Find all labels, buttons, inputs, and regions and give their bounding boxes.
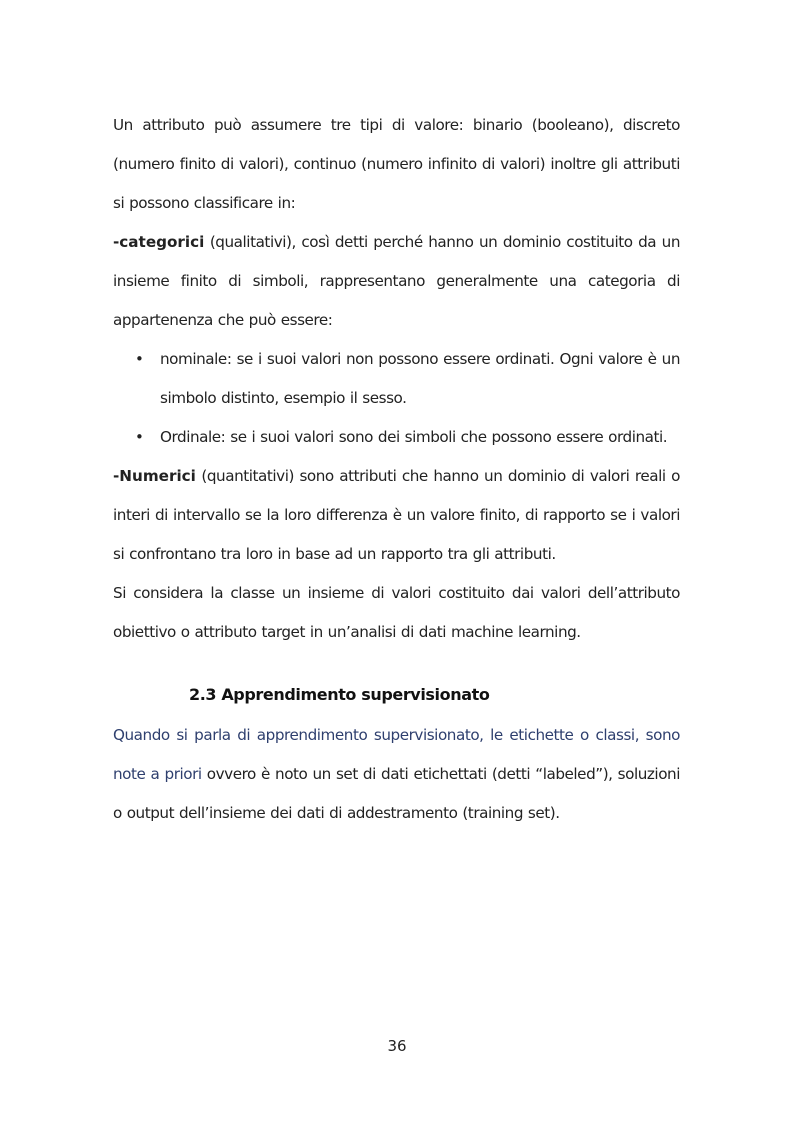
categorici-bullet-list	[113, 340, 680, 457]
classe-paragraph: Si considera la classe un insieme di valori costituito dai valori dell’attributo obiettivo o attributo target in un’analisi di dati machine learning.	[113, 584, 680, 641]
categorici-paragraph	[113, 223, 680, 340]
categorici-text: (qualitativi), così detti perché hanno un dominio costituito da un insieme finito di simboli, rappresentano generalmente una categoria di appartenenza che può essere:	[113, 233, 680, 329]
supervised-rest: ovvero è noto un set di dati etichettati (detti “labeled”), soluzioni o output dell’insieme dei dati di addestramento (training set).	[113, 765, 680, 822]
numerici-term: -Numerici	[113, 467, 196, 485]
supervised-paragraph	[113, 716, 680, 833]
supervised-paragraph-block	[113, 716, 680, 833]
categorici-term: -categorici	[113, 233, 205, 251]
numerici-text: (quantitativi) sono attributi che hanno un dominio di valori reali o interi di intervallo se la loro differenza è un valore finito, di rapporto se i valori si confrontano tra loro in base ad un rapporto tra gli attributi.	[113, 467, 680, 563]
bullet-ordinale: • Ordinale: se i suoi valori sono dei simboli che possono essere ordinati.	[113, 418, 680, 457]
supervised-highlight: Quando si parla di apprendimento supervisionato, le etichette o classi, sono note a priori	[113, 726, 680, 783]
section-body	[113, 106, 680, 652]
page-number: 36	[387, 1037, 407, 1055]
intro-paragraph: Un attributo può assumere tre tipi di valore: binario (booleano), discreto (numero finito di valori), continuo (numero infinito di valori) inoltre gli attributi si possono classificare in:	[113, 116, 680, 212]
bullet-nominale: • nominale: se i suoi valori non possono essere ordinati. Ogni valore è un simbolo distinto, esempio il sesso.	[113, 340, 680, 418]
section-heading: 2.3 Apprendimento supervisionato	[189, 685, 490, 704]
numerici-paragraph	[113, 457, 680, 574]
